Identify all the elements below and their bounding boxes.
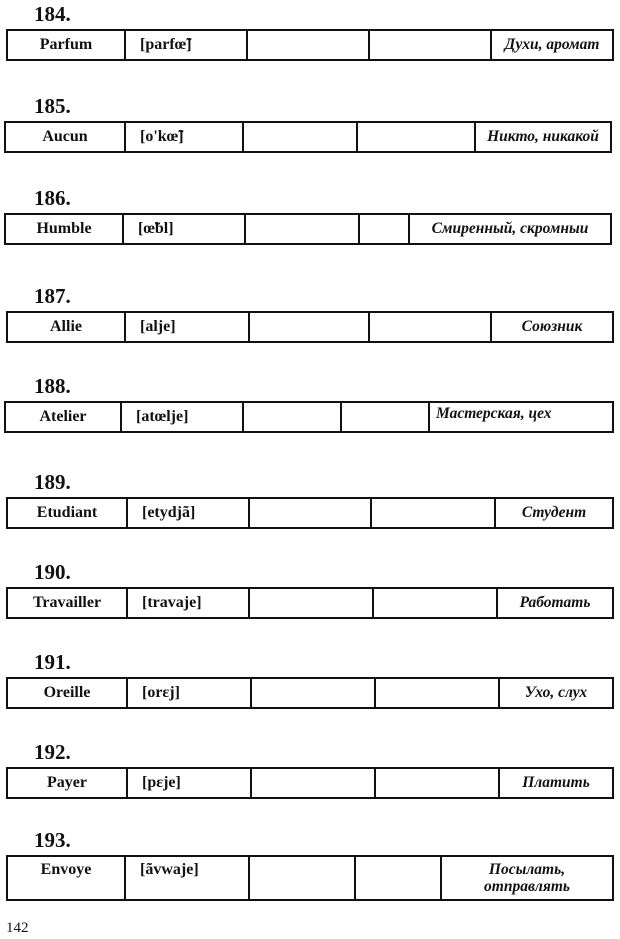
transcription: [o'kœ̃] <box>126 123 244 151</box>
entry-187 <box>0 284 620 374</box>
french-word: Atelier <box>6 403 122 431</box>
translation: Студент <box>521 504 587 521</box>
page-number: 142 <box>6 920 29 936</box>
entry-number: 188. <box>34 374 71 398</box>
transcription: [etydjã] <box>128 499 250 527</box>
blank-cell[interactable] <box>250 589 374 617</box>
french-word: Allie <box>8 313 126 341</box>
entry-188 <box>0 374 620 464</box>
vocab-row <box>4 121 612 153</box>
transcription: [œ̃bl] <box>124 215 246 243</box>
entry-192 <box>0 740 620 830</box>
blank-cell[interactable] <box>252 679 376 707</box>
translation: Мастерская, цех <box>436 405 552 422</box>
french-word: Etudiant <box>8 499 128 527</box>
translation: Работать <box>519 594 591 611</box>
entry-number: 190. <box>34 560 71 584</box>
blank-cell[interactable] <box>250 313 370 341</box>
blank-cell[interactable] <box>376 769 500 797</box>
translation: Смиренный, скромныи <box>431 220 589 237</box>
vocab-row <box>4 401 614 433</box>
french-word: Parfum <box>8 31 126 59</box>
entry-number: 191. <box>34 650 71 674</box>
vocab-row <box>6 29 614 61</box>
transcription: [parfœ̃] <box>126 31 248 59</box>
blank-cell[interactable] <box>248 31 370 59</box>
vocab-row <box>6 497 614 529</box>
french-word: Humble <box>6 215 124 243</box>
entry-number: 192. <box>34 740 71 764</box>
entry-193 <box>0 828 620 918</box>
blank-cell[interactable] <box>244 123 358 151</box>
blank-cell[interactable] <box>250 857 356 899</box>
blank-cell[interactable] <box>374 589 498 617</box>
blank-cell[interactable] <box>376 679 500 707</box>
vocab-row <box>6 855 614 901</box>
entry-191 <box>0 650 620 740</box>
blank-cell[interactable] <box>372 499 496 527</box>
entry-189 <box>0 470 620 560</box>
vocab-row <box>6 677 614 709</box>
french-word: Envoye <box>8 857 126 899</box>
vocab-row <box>6 767 614 799</box>
translation: Посылать, отправлять <box>484 861 570 895</box>
transcription: [alje] <box>126 313 250 341</box>
vocab-row <box>6 587 614 619</box>
translation: Духи, аромат <box>504 36 600 53</box>
transcription: [pεje] <box>128 769 252 797</box>
entry-184 <box>0 2 620 92</box>
transcription: [travaje] <box>128 589 250 617</box>
blank-cell[interactable] <box>250 499 372 527</box>
transcription: [atœlje] <box>122 403 244 431</box>
entry-number: 193. <box>34 828 71 852</box>
entry-number: 187. <box>34 284 71 308</box>
vocab-row <box>6 311 614 343</box>
translation: Союзник <box>521 318 583 335</box>
transcription: [orεj] <box>128 679 252 707</box>
blank-cell[interactable] <box>360 215 410 243</box>
vocab-row <box>4 213 612 245</box>
blank-cell[interactable] <box>370 313 492 341</box>
french-word: Aucun <box>6 123 126 151</box>
french-word: Travailler <box>8 589 128 617</box>
translation: Ухо, слух <box>524 684 588 701</box>
blank-cell[interactable] <box>370 31 492 59</box>
transcription: [ãvwaje] <box>126 857 250 899</box>
entry-number: 184. <box>34 2 71 26</box>
french-word: Oreille <box>8 679 128 707</box>
blank-cell[interactable] <box>358 123 476 151</box>
translation: Никто, никакой <box>487 128 599 145</box>
entry-number: 185. <box>34 94 71 118</box>
entry-number: 186. <box>34 186 71 210</box>
entry-185 <box>0 94 620 184</box>
blank-cell[interactable] <box>252 769 376 797</box>
entry-186 <box>0 186 620 276</box>
entry-number: 189. <box>34 470 71 494</box>
blank-cell[interactable] <box>244 403 342 431</box>
translation: Платить <box>522 774 590 791</box>
blank-cell[interactable] <box>342 403 430 431</box>
blank-cell[interactable] <box>246 215 360 243</box>
blank-cell[interactable] <box>356 857 442 899</box>
entry-190 <box>0 560 620 650</box>
french-word: Payer <box>8 769 128 797</box>
